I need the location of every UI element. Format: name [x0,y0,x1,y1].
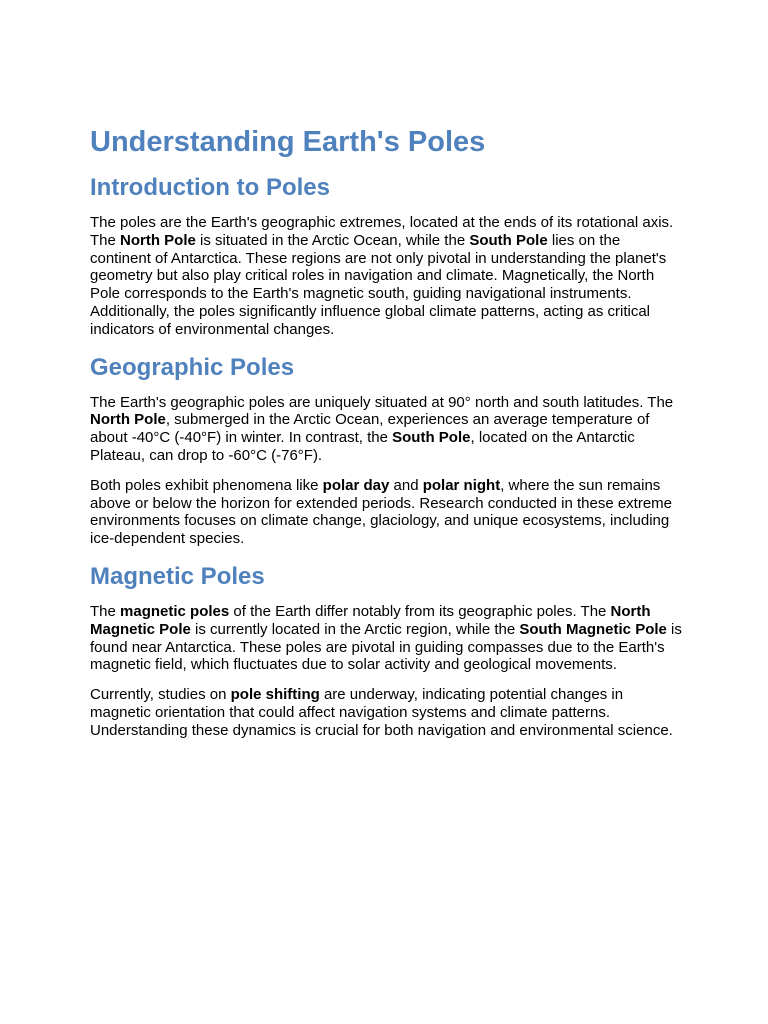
text-run: Both poles exhibit phenomena like [90,476,323,494]
section-magnetic-poles [90,562,682,740]
bold-term: polar day [322,476,390,494]
bold-term: South Pole [392,429,471,447]
text-run: are underway, indicating potential changes in magnetic orientation that could affect navigation systems and climate patterns. Understanding these dynamics is crucial for both navigation and environmental science. [90,686,673,739]
text-run: , located on the Antarctic Plateau, can drop to -60°C (-76°F). [90,429,635,464]
bold-term: North Pole [90,411,166,429]
bold-term: South Magnetic Pole [519,620,667,638]
bold-term: South Pole [469,231,548,249]
text-run: The Earth's geographic poles are uniquely situated at 90° north and south latitudes. The [90,393,674,411]
paragraph [90,394,682,465]
section-heading-magnetic-poles: Magnetic Poles [90,562,265,590]
text-run: is currently located in the Arctic region, while the [190,620,520,638]
bold-term: polar night [422,476,501,494]
text-run: The poles are the Earth's geographic extremes, located at the ends of its rotational axis. The [90,214,674,249]
document-page [90,124,682,752]
text-run: , submerged in the Arctic Ocean, experiences an average temperature of about -40°C (-40°F) in winter. In contrast, the [90,411,650,447]
text-run: lies on the continent of Antarctica. These regions are not only pivotal in understanding the planet's geometry but also play critical roles in navigation and climate. Magnetically, the North Pole corresponds to the Earth's magnetic south, guiding navigational instruments. Additionally, the poles significantly influence global climate patterns, acting as critical indicators of environmental changes. [90,231,667,338]
text-run: , where the sun remains above or below the horizon for extended periods. Research conducted in these extreme environments focuses on climate change, glaciology, and unique ecosystems, including ice-dependent species. [90,476,673,548]
text-run: is situated in the Arctic Ocean, while the [195,231,470,249]
text-run: of the Earth differ notably from its geographic poles. The [229,602,611,620]
text-run: is found near Antarctica. These poles are pivotal in guiding compasses due to the Earth's magnetic field, which fluctuates due to solar activity and geological movements. [90,620,682,674]
bold-term: pole shifting [230,686,320,704]
paragraph [90,603,682,674]
bold-term: North Magnetic Pole [90,602,651,638]
paragraph [90,214,682,339]
paragraph [90,477,682,548]
section-introduction [90,173,682,339]
paragraph [90,686,682,739]
section-geographic-poles [90,353,682,548]
bold-term: magnetic poles [120,602,230,620]
section-heading-geographic-poles: Geographic Poles [90,353,295,381]
text-run: and [389,476,423,494]
text-run: Currently, studies on [90,686,231,704]
bold-term: North Pole [120,231,196,249]
document-title: Understanding Earth's Poles [90,126,486,158]
text-run: The [90,602,121,620]
section-heading-introduction: Introduction to Poles [90,174,330,201]
